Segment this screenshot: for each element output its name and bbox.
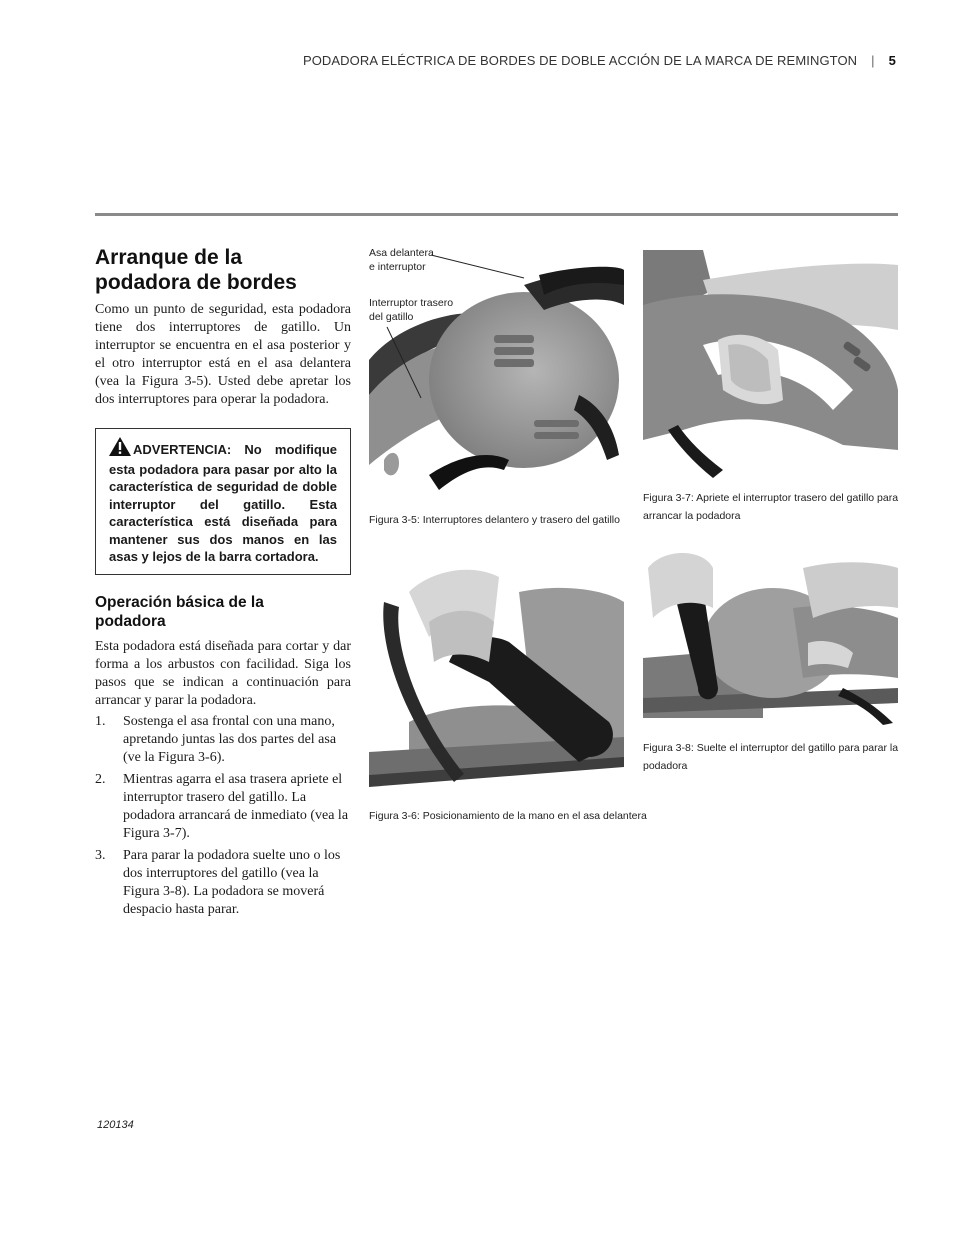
step-text: Mientras agarra el asa trasera apriete el interruptor trasero del gatillo. La podadora arrancará de inmediato (vea la Figura 3-7). [123, 771, 349, 841]
figure-3-8-caption-line1: Figura 3-8: Suelte el interruptor del gatillo para parar la [643, 742, 899, 754]
document-number: 120134 [97, 1119, 134, 1131]
step-text: Sostenga el asa frontal con una mano, apretando juntas las dos partes del asa (ve la Figura 3-6). [123, 713, 337, 765]
steps-list [95, 713, 351, 919]
warning-triangle-icon [109, 437, 131, 461]
figure-3-7-photo [643, 250, 898, 478]
step-number: 2. [95, 771, 106, 787]
figure-3-5-caption: Figura 3-5: Interruptores delantero y trasero del gatillo [369, 514, 620, 526]
figure-3-7-caption-line2: arrancar la podadora [643, 510, 741, 522]
callout-rear-line1: Interruptor trasero [369, 297, 454, 309]
figure-3-6-caption: Figura 3-6: Posicionamiento de la mano en el asa delantera [369, 810, 647, 822]
figure-3-8-photo [643, 548, 898, 725]
section-title-line2: podadora de bordes [95, 271, 297, 294]
running-title: PODADORA ELÉCTRICA DE BORDES DE DOBLE ACCIÓN DE LA MARCA DE REMINGTON [302, 53, 858, 68]
callout-leader-lines [369, 240, 629, 410]
section-title-line1: Arranque de la [95, 246, 243, 269]
header-separator: | [871, 53, 875, 68]
warning-text: ADVERTENCIA: No modifique esta podadora para pasar por alto la característica de seguridad de doble interruptor del gatillo. Esta característica está diseñada para mantener sus dos manos en las asas y lejos de la barra cortadora. [109, 442, 337, 564]
step-number: 3. [95, 847, 106, 863]
figure-3-7-caption [643, 489, 898, 525]
warning-box [95, 428, 351, 575]
list-item [95, 847, 351, 919]
section-title [95, 245, 351, 295]
callout-front-line2: e interruptor [369, 261, 426, 273]
subsection-title-line2: podadora [95, 612, 166, 630]
figure-3-6-photo [369, 562, 624, 795]
text-column [95, 245, 351, 923]
figure-3-7-caption-line1: Figura 3-7: Apriete el interruptor trasero del gatillo para [643, 492, 899, 504]
step-text: Para parar la podadora suelte uno o los dos interruptores del gatillo (vea la Figura 3-8). La podadora se moverá despacio hasta parar. [123, 847, 341, 917]
page-number: 5 [888, 53, 896, 68]
subsection-title [95, 593, 351, 631]
figure-3-8-caption-line2: podadora [643, 760, 688, 772]
callout-rear-line2: del gatillo [369, 311, 414, 323]
subsection-title-line1: Operación básica de la [95, 593, 264, 611]
figure-3-8-caption [643, 739, 898, 775]
section-rule [95, 213, 898, 216]
running-header [303, 53, 896, 68]
subsection-intro: Esta podadora está diseñada para cortar y dar forma a los arbustos con facilidad. Siga los pasos que se indican a continuación para arrancar y parar la podadora. [95, 638, 351, 708]
step-number: 1. [95, 713, 106, 729]
section-intro: Como un punto de seguridad, esta podadora tiene dos interruptores de gatillo. Un interruptor se encuentra en el asa posterior y el otro interruptor está en el asa delantera (vea la Figura 3-5). Usted debe apretar los dos interruptores para operar la podadora. [95, 302, 351, 407]
callout-front-line1: Asa delantera [369, 247, 434, 259]
list-item [95, 713, 351, 767]
list-item [95, 771, 351, 843]
